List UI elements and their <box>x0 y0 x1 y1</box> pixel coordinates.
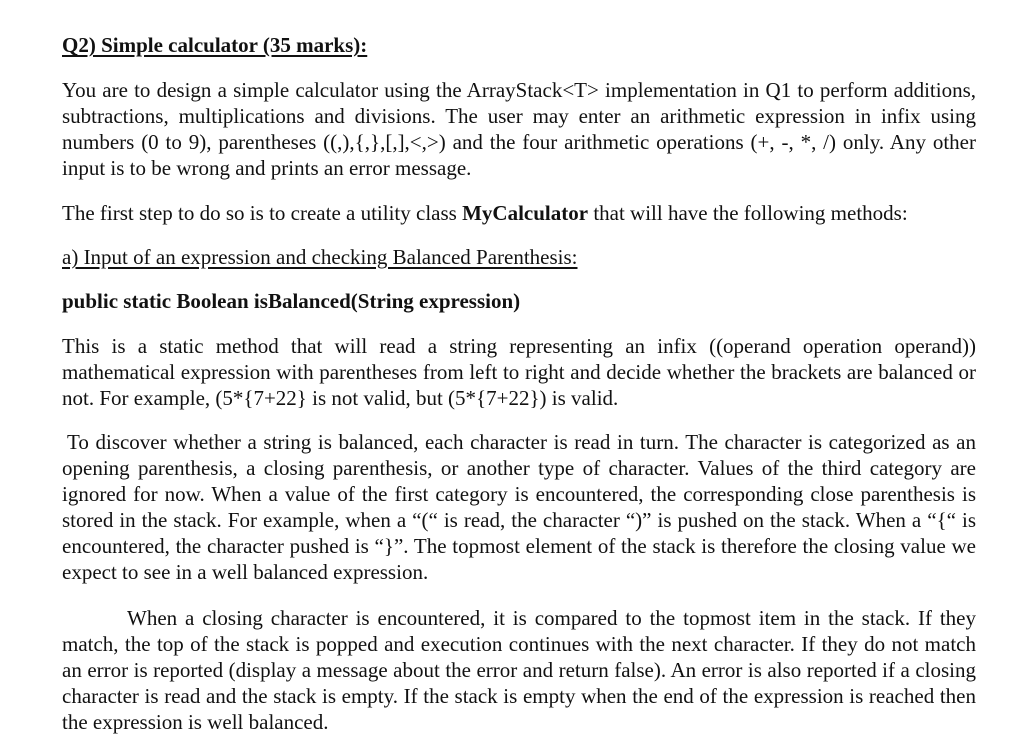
section-a-heading: a) Input of an expression and checking Balanced Parenthesis: <box>62 245 578 269</box>
method-description-paragraph: This is a static method that will read a string representing an infix ((operand operation operand)) mathematical expression with parentheses from left to right and decide whether the brackets are balanced or not. For example, (5*{7+22} is not valid, but (5*{7+22}) is valid. <box>62 334 976 410</box>
class-name: MyCalculator <box>462 201 589 225</box>
utility-class-text-before: The first step to do so is to create a utility class <box>62 201 463 225</box>
closing-character-paragraph: When a closing character is encountered, it is compared to the topmost item in the stack. If they match, the top of the stack is popped and execution continues with the next character. If they do not match an error is reported (display a message about the error and return false). An error is also reported if a closing character is read and the stack is empty. If the stack is empty when the end of the expression is reached then the expression is well balanced. <box>62 606 976 734</box>
method-signature: public static Boolean isBalanced(String expression) <box>62 289 521 313</box>
utility-class-text-after: that will have the following methods: <box>588 201 908 225</box>
question-heading: Q2) Simple calculator (35 marks): <box>62 33 368 57</box>
intro-paragraph: You are to design a simple calculator using the ArrayStack<T> implementation in Q1 to perform additions, subtractions, multiplications and divisions. The user may enter an arithmetic expression in infix using numbers (0 to 9), parentheses ((,),{,},[,],<,>) and the four arithmetic operations (+, -, *, /) only. Any other input is to be wrong and prints an error message. <box>62 78 976 180</box>
utility-class-paragraph <box>62 200 976 226</box>
section-a-row <box>62 244 976 270</box>
balance-check-paragraph: To discover whether a string is balanced, each character is read in turn. The character is categorized as an opening parenthesis, a closing parenthesis, or another type of character. Values of the third category are ignored for now. When a value of the first category is encountered, the corresponding close parenthesis is stored in the stack. For example, when a “(“ is read, the character “)” is pushed on the stack. When a “{“ is encountered, the character pushed is “}”. The topmost element of the stack is therefore the closing value we expect to see in a well balanced expression. <box>62 430 976 584</box>
